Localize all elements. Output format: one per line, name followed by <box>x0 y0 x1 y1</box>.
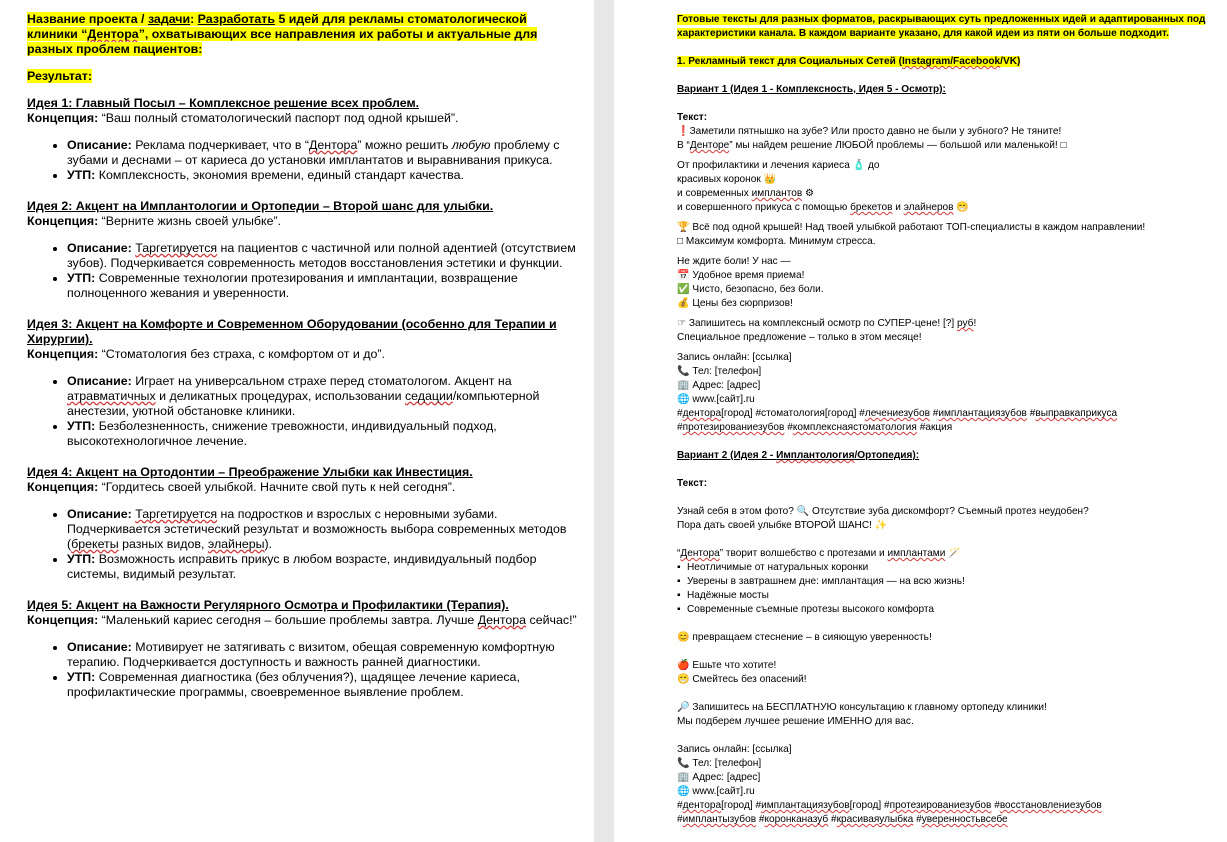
idea-3-description: • Описание: Играет на универсальном страхе перед стоматологом. Акцент на атравматичных и деликатных процедурах, использовании седации/компьютерной анестезии, уютной обстановке клиники. <box>67 374 580 419</box>
v1-line-7: 🏆 Всё под одной крышей! Над твоей улыбкой работают ТОП-специалисты в каждом направлении! <box>677 222 1146 233</box>
v1-line-5: и современных имплантов ⚙ <box>677 188 815 199</box>
result-label: Результат: <box>27 69 92 83</box>
project-title: Название проекта / задачи: Разработать 5 идей для рекламы стоматологической клиники “Дентора”, охватывающих все направления их работы и актуальные для разных проблем пациентов: <box>27 12 538 56</box>
v1-contact-site: 🌐 www.[сайт].ru <box>677 394 755 405</box>
idea-3-concept: Концепция: “Стоматология без страха, с комфортом от и до”. <box>27 347 385 361</box>
v1-line-13: ☞ Запишитесь на комплексный осмотр по СУПЕР-цене! [?] руб! <box>677 318 977 329</box>
v1-line-8: □ Максимум комфорта. Минимум стресса. <box>677 236 876 247</box>
idea-5-description: • Описание: Мотивирует не затягивать с визитом, обещая современную комфортную терапию. Подчеркивается доступность и важность ранней диагностики. <box>67 640 580 670</box>
intro-text: Готовые тексты для разных форматов, раскрывающих суть предложенных идей и адаптированных под характеристики канала. В каждом варианте указано, для какой идеи из пяти он больше подходит. <box>677 14 1206 39</box>
v1-line-12: 💰 Цены без сюрпризов! <box>677 298 793 309</box>
v1-line-6: и совершенного прикуса с помощью брекетов и элайнеров 😁 <box>677 202 969 213</box>
idea-4-description: • Описание: Таргетируется на подростков и взрослых с неровными зубами. Подчеркивается эстетический результат и возможность выбора современных методов (брекеты разных видов, элайнеры). <box>67 507 580 552</box>
v2-hashtags-2: #имплантызубов #коронканазуб #красиваяулыбка #уверенностьвсебе <box>677 814 1008 825</box>
v2-bullet-1: ▪ Неотличимые от натуральных коронки <box>677 562 869 573</box>
idea-4-list <box>27 507 580 582</box>
v1-contact-address: 🏢 Адрес: [адрес] <box>677 380 761 391</box>
variant-2-text-label: Текст: <box>677 478 708 489</box>
section-1-heading: 1. Рекламный текст для Социальных Сетей (Instagram/Facebook/VK) <box>677 56 1021 67</box>
v2-contact-phone: 📞 Тел: [телефон] <box>677 758 762 769</box>
v2-line-8: Мы подберем лучшее решение ИМЕННО для вас. <box>677 716 914 727</box>
v2-contact-site: 🌐 www.[сайт].ru <box>677 786 755 797</box>
v1-line-14: Специальное предложение – только в этом месяце! <box>677 332 922 343</box>
idea-5-heading: Идея 5: Акцент на Важности Регулярного Осмотра и Профилактики (Терапия). <box>27 598 509 612</box>
idea-4-concept: Концепция: “Гордитесь своей улыбкой. Начните свой путь к ней сегодня”. <box>27 480 456 494</box>
v2-line-1: Узнай себя в этом фото? 🔍 Отсутствие зуба дискомфорт? Съемный протез неудобен? <box>677 506 1089 517</box>
idea-4-usp: • УТП: Возможность исправить прикус в любом возрасте, индивидуальный подбор системы, видимый результат. <box>67 552 580 582</box>
v1-hashtags-1: #дентора[город] #стоматология[город] #лечениезубов #имплантациязубов #выправкаприкуса <box>677 408 1118 419</box>
idea-2-concept: Концепция: “Верните жизнь своей улыбке”. <box>27 214 282 228</box>
idea-1-usp: • УТП: Комплексность, экономия времени, единый стандарт качества. <box>67 168 580 183</box>
v1-contact-phone: 📞 Тел: [телефон] <box>677 366 762 377</box>
right-page <box>614 0 1227 842</box>
v2-contact-address: 🏢 Адрес: [адрес] <box>677 772 761 783</box>
v1-line-10: 📅 Удобное время приема! <box>677 270 805 281</box>
page-gutter <box>594 0 614 842</box>
v2-bullet-3: ▪ Надёжные мосты <box>677 590 769 601</box>
idea-2-description: • Описание: Таргетируется на пациентов с частичной или полной адентией (отсутствием зубов). Подчеркивается современность методов восстановления эстетики и функции. <box>67 241 580 271</box>
variant-2-heading: Вариант 2 (Идея 2 - Имплантология/Ортопедия): <box>677 450 920 461</box>
v2-hashtags-1: #дентора[город] #имплантациязубов[город] #протезированиезубов #восстановлениезубов <box>677 800 1102 811</box>
variant-1-text-label: Текст: <box>677 112 708 123</box>
v1-line-3: От профилактики и лечения кариеса 🧴 до <box>677 160 880 171</box>
v2-line-7: 🔎 Запишитесь на БЕСПЛАТНУЮ консультацию к главному ортопеду клиники! <box>677 702 1047 713</box>
idea-2-usp: • УТП: Современные технологии протезирования и имплантации, возвращение полноценного жевания и уверенности. <box>67 271 580 301</box>
v2-bullet-2: ▪ Уверены в завтрашнем дне: имплантация — на всю жизнь! <box>677 576 965 587</box>
v1-contact-online: Запись онлайн: [ссылка] <box>677 352 792 363</box>
idea-1-list <box>27 138 580 183</box>
idea-1-concept: Концепция: “Ваш полный стоматологический паспорт под одной крышей”. <box>27 111 459 125</box>
v1-line-1: ❗Заметили пятнышко на зубе? Или просто давно не были у зубного? Не тяните! <box>677 126 1062 137</box>
v2-contact-online: Запись онлайн: [ссылка] <box>677 744 792 755</box>
left-page <box>0 0 594 842</box>
v2-line-5: 🍎 Ешьте что хотите! <box>677 660 777 671</box>
v2-bullet-4: ▪ Современные съемные протезы высокого комфорта <box>677 604 935 615</box>
v1-line-2: В “Денторе” мы найдем решение ЛЮБОЙ проблемы — большой или маленькой! □ <box>677 140 1067 151</box>
v2-line-4: 😊 превращаем стеснение – в сияющую уверенность! <box>677 632 932 643</box>
v1-line-11: ✅ Чисто, безопасно, без боли. <box>677 284 824 295</box>
idea-1-heading: Идея 1: Главный Посыл – Комплексное решение всех проблем. <box>27 96 420 110</box>
idea-2-heading: Идея 2: Акцент на Имплантологии и Ортопедии – Второй шанс для улыбки. <box>27 199 494 213</box>
v1-line-4: красивых коронок 👑 <box>677 174 777 185</box>
v2-line-6: 😁 Смейтесь без опасений! <box>677 674 807 685</box>
v2-line-3: “Дентора” творит волшебство с протезами и имплантами 🪄 <box>677 548 961 559</box>
idea-3-list <box>27 374 580 449</box>
idea-2-list <box>27 241 580 301</box>
idea-4-heading: Идея 4: Акцент на Ортодонтии – Преображение Улыбки как Инвестиция. <box>27 465 473 479</box>
idea-5-usp: • УТП: Современная диагностика (без облучения?), щадящее лечение кариеса, профилактические программы, своевременное выявление проблем. <box>67 670 580 700</box>
v1-line-9: Не ждите боли! У нас — <box>677 256 791 267</box>
idea-3-usp: • УТП: Безболезненность, снижение тревожности, индивидуальный подход, высокотехнологичное лечение. <box>67 419 580 449</box>
idea-1-description: • Описание: Реклама подчеркивает, что в “Дентора” можно решить любую проблему с зубами и деснами – от кариеса до установки имплантатов и выравнивания прикуса. <box>67 138 580 168</box>
v1-hashtags-2: #протезированиезубов #комплекснаястоматология #акция <box>677 422 953 433</box>
variant-1-heading: Вариант 1 (Идея 1 - Комплексность, Идея 5 - Осмотр): <box>677 84 946 95</box>
idea-3-heading: Идея 3: Акцент на Комфорте и Современном Оборудовании (особенно для Терапии и Хирургии). <box>27 317 557 346</box>
v2-line-2: Пора дать своей улыбке ВТОРОЙ ШАНС! ✨ <box>677 520 888 531</box>
idea-5-list <box>27 640 580 700</box>
idea-5-concept: Концепция: “Маленький кариес сегодня – большие проблемы завтра. Лучше Дентора сейчас!” <box>27 613 577 627</box>
